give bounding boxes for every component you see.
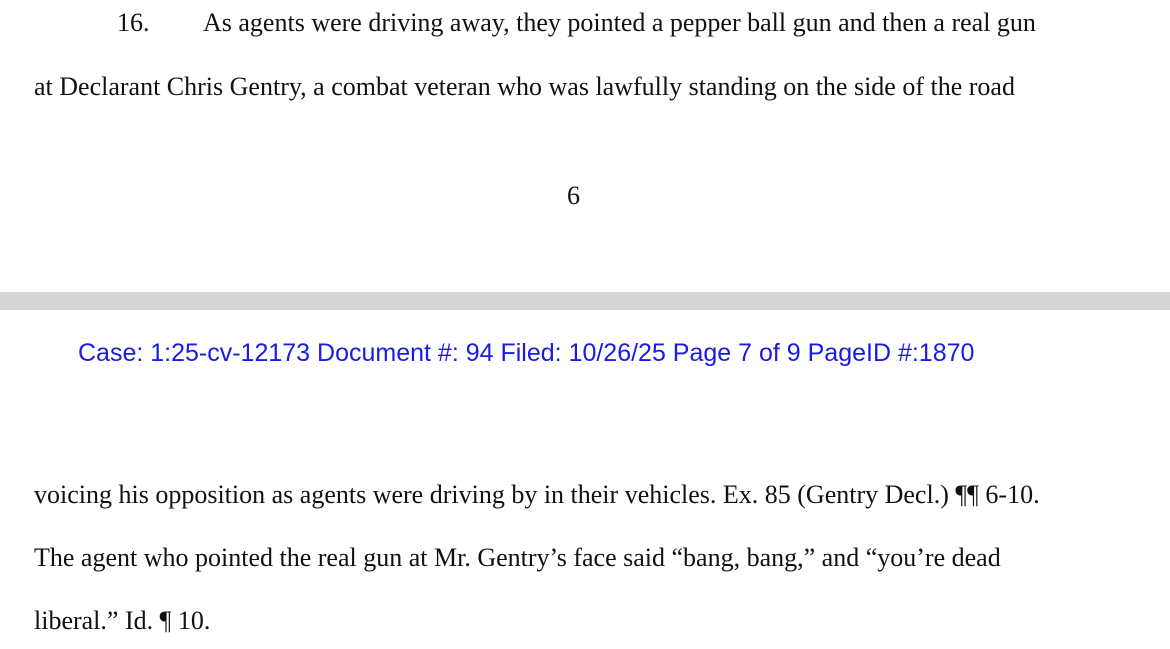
page-separator — [0, 292, 1170, 310]
body-text-line: As agents were driving away, they pointed a pepper ball gun and then a real gun — [203, 8, 1036, 37]
body-text-line: at Declarant Chris Gentry, a combat veteran who was lawfully standing on the side of the road — [34, 72, 1015, 101]
paragraph-number: 16. — [117, 8, 150, 37]
body-text-line: liberal.” Id. ¶ 10. — [34, 606, 211, 635]
document-page-6 — [0, 0, 1170, 292]
document-page-7 — [0, 310, 1170, 649]
body-text-line: voicing his opposition as agents were driving by in their vehicles. Ex. 85 (Gentry Decl.) ¶¶ 6-10. — [34, 480, 1040, 509]
body-text-line: The agent who pointed the real gun at Mr. Gentry’s face said “bang, bang,” and “you’re dead — [34, 543, 1001, 572]
page-number: 6 — [567, 181, 580, 210]
case-header: Case: 1:25-cv-12173 Document #: 94 Filed: 10/26/25 Page 7 of 9 PageID #:1870 — [78, 339, 975, 367]
